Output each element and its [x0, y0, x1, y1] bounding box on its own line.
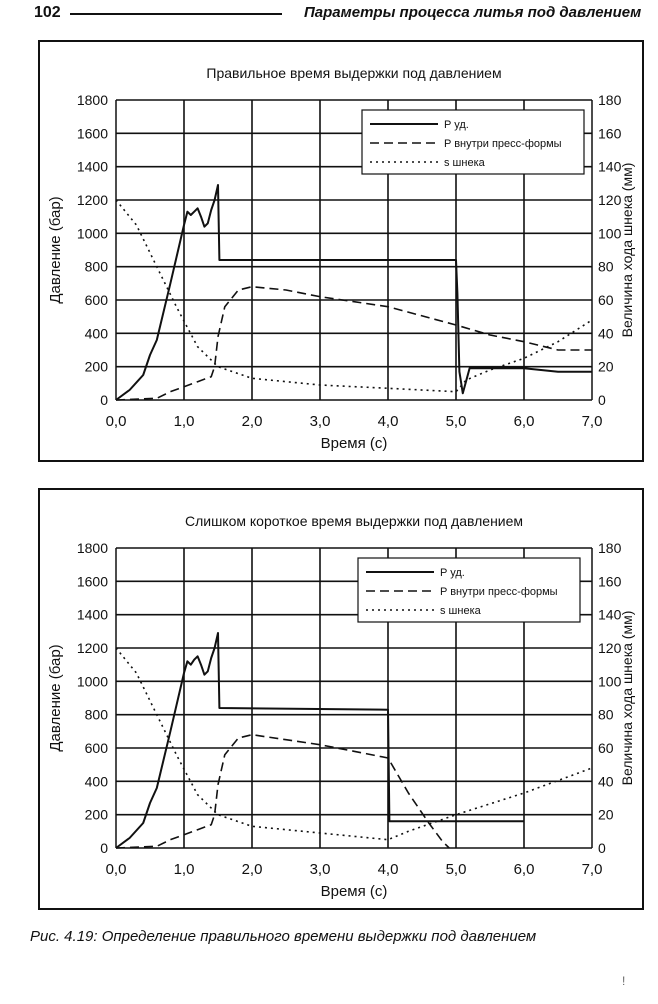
x-tick-label: 2,0 — [241, 413, 263, 430]
y2-tick-label: 80 — [598, 258, 614, 275]
chart-panel-correct-hold-time — [38, 40, 644, 462]
y-tick-label: 0 — [100, 840, 108, 856]
y2-tick-label: 100 — [598, 673, 622, 690]
y2-tick-label: 120 — [598, 640, 622, 656]
y-tick-label: 200 — [84, 358, 108, 375]
x-tick-label: 5,0 — [445, 861, 467, 878]
page-number: 102 — [34, 4, 61, 21]
y-axis-label: Давление (бар) — [47, 196, 64, 304]
chart-correct-hold-time — [40, 42, 646, 464]
y2-tick-label: 80 — [598, 706, 614, 723]
y2-tick-label: 20 — [598, 358, 614, 375]
y-tick-label: 800 — [84, 706, 108, 723]
x-tick-label: 0,0 — [105, 861, 127, 878]
legend-entry: s шнека — [444, 157, 485, 169]
x-tick-label: 3,0 — [309, 861, 331, 878]
y2-axis-label: Величина хода шнека (мм) — [619, 610, 635, 786]
header-rule — [70, 13, 282, 15]
chart-title: Слишком короткое время выдержки под давлением — [184, 513, 524, 529]
page-mark: ! — [622, 974, 626, 988]
y-tick-label: 600 — [84, 740, 108, 756]
y-tick-label: 0 — [100, 392, 108, 408]
y-tick-label: 1600 — [76, 573, 108, 590]
x-tick-label: 7,0 — [581, 861, 603, 878]
y2-tick-label: 40 — [598, 773, 614, 790]
legend-entry: P внутри пресс-формы — [444, 138, 562, 150]
y-tick-label: 400 — [84, 325, 108, 342]
y2-tick-label: 180 — [598, 540, 622, 556]
y-tick-label: 600 — [84, 292, 108, 308]
y2-tick-label: 160 — [598, 125, 622, 142]
y-axis-label: Давление (бар) — [47, 644, 64, 752]
y2-tick-label: 140 — [598, 158, 622, 175]
series-line-solid — [116, 185, 592, 400]
y-tick-label: 1000 — [76, 673, 108, 690]
figure-caption: Рис. 4.19: Определение правильного времени выдержки под давлением — [30, 928, 537, 945]
page-header — [0, 0, 658, 30]
x-tick-label: 5,0 — [445, 413, 467, 430]
y-tick-label: 200 — [84, 806, 108, 823]
x-tick-label: 2,0 — [241, 861, 263, 878]
y2-tick-label: 140 — [598, 606, 622, 623]
y2-tick-label: 0 — [598, 392, 606, 408]
x-tick-label: 7,0 — [581, 413, 603, 430]
y-tick-label: 1800 — [76, 92, 108, 108]
legend-entry: P уд. — [440, 567, 465, 579]
chart-title: Правильное время выдержки под давлением — [206, 65, 502, 81]
series-line-dotted — [116, 200, 592, 392]
y2-tick-label: 60 — [598, 292, 614, 308]
y-tick-label: 1600 — [76, 125, 108, 142]
x-tick-label: 4,0 — [377, 861, 399, 878]
y-tick-label: 1200 — [76, 640, 108, 656]
x-tick-label: 4,0 — [377, 413, 399, 430]
x-tick-label: 1,0 — [173, 861, 195, 878]
y2-tick-label: 60 — [598, 740, 614, 756]
x-tick-label: 6,0 — [513, 413, 535, 430]
y2-tick-label: 160 — [598, 573, 622, 590]
y-tick-label: 1000 — [76, 225, 108, 242]
series-line-dashed — [116, 287, 592, 400]
running-title: Параметры процесса литья под давлением — [304, 4, 642, 21]
legend-entry: P уд. — [444, 119, 469, 131]
x-tick-label: 1,0 — [173, 413, 195, 430]
y-tick-label: 1400 — [76, 606, 108, 623]
x-axis-label: Время (с) — [320, 883, 388, 900]
y2-tick-label: 120 — [598, 192, 622, 208]
y-tick-label: 1800 — [76, 540, 108, 556]
y2-tick-label: 40 — [598, 325, 614, 342]
y-tick-label: 800 — [84, 258, 108, 275]
y2-axis-label: Величина хода шнека (мм) — [619, 162, 635, 338]
x-tick-label: 0,0 — [105, 413, 127, 430]
y-tick-label: 400 — [84, 773, 108, 790]
x-tick-label: 3,0 — [309, 413, 331, 430]
legend-entry: P внутри пресс-формы — [440, 586, 558, 598]
y2-tick-label: 0 — [598, 840, 606, 856]
y-tick-label: 1200 — [76, 192, 108, 208]
chart-short-hold-time — [40, 490, 646, 912]
legend-entry: s шнека — [440, 605, 481, 617]
y2-tick-label: 20 — [598, 806, 614, 823]
series-line-dotted — [116, 648, 592, 840]
x-tick-label: 6,0 — [513, 861, 535, 878]
x-axis-label: Время (с) — [320, 435, 388, 452]
y2-tick-label: 180 — [598, 92, 622, 108]
chart-panel-short-hold-time — [38, 488, 644, 910]
y2-tick-label: 100 — [598, 225, 622, 242]
y-tick-label: 1400 — [76, 158, 108, 175]
